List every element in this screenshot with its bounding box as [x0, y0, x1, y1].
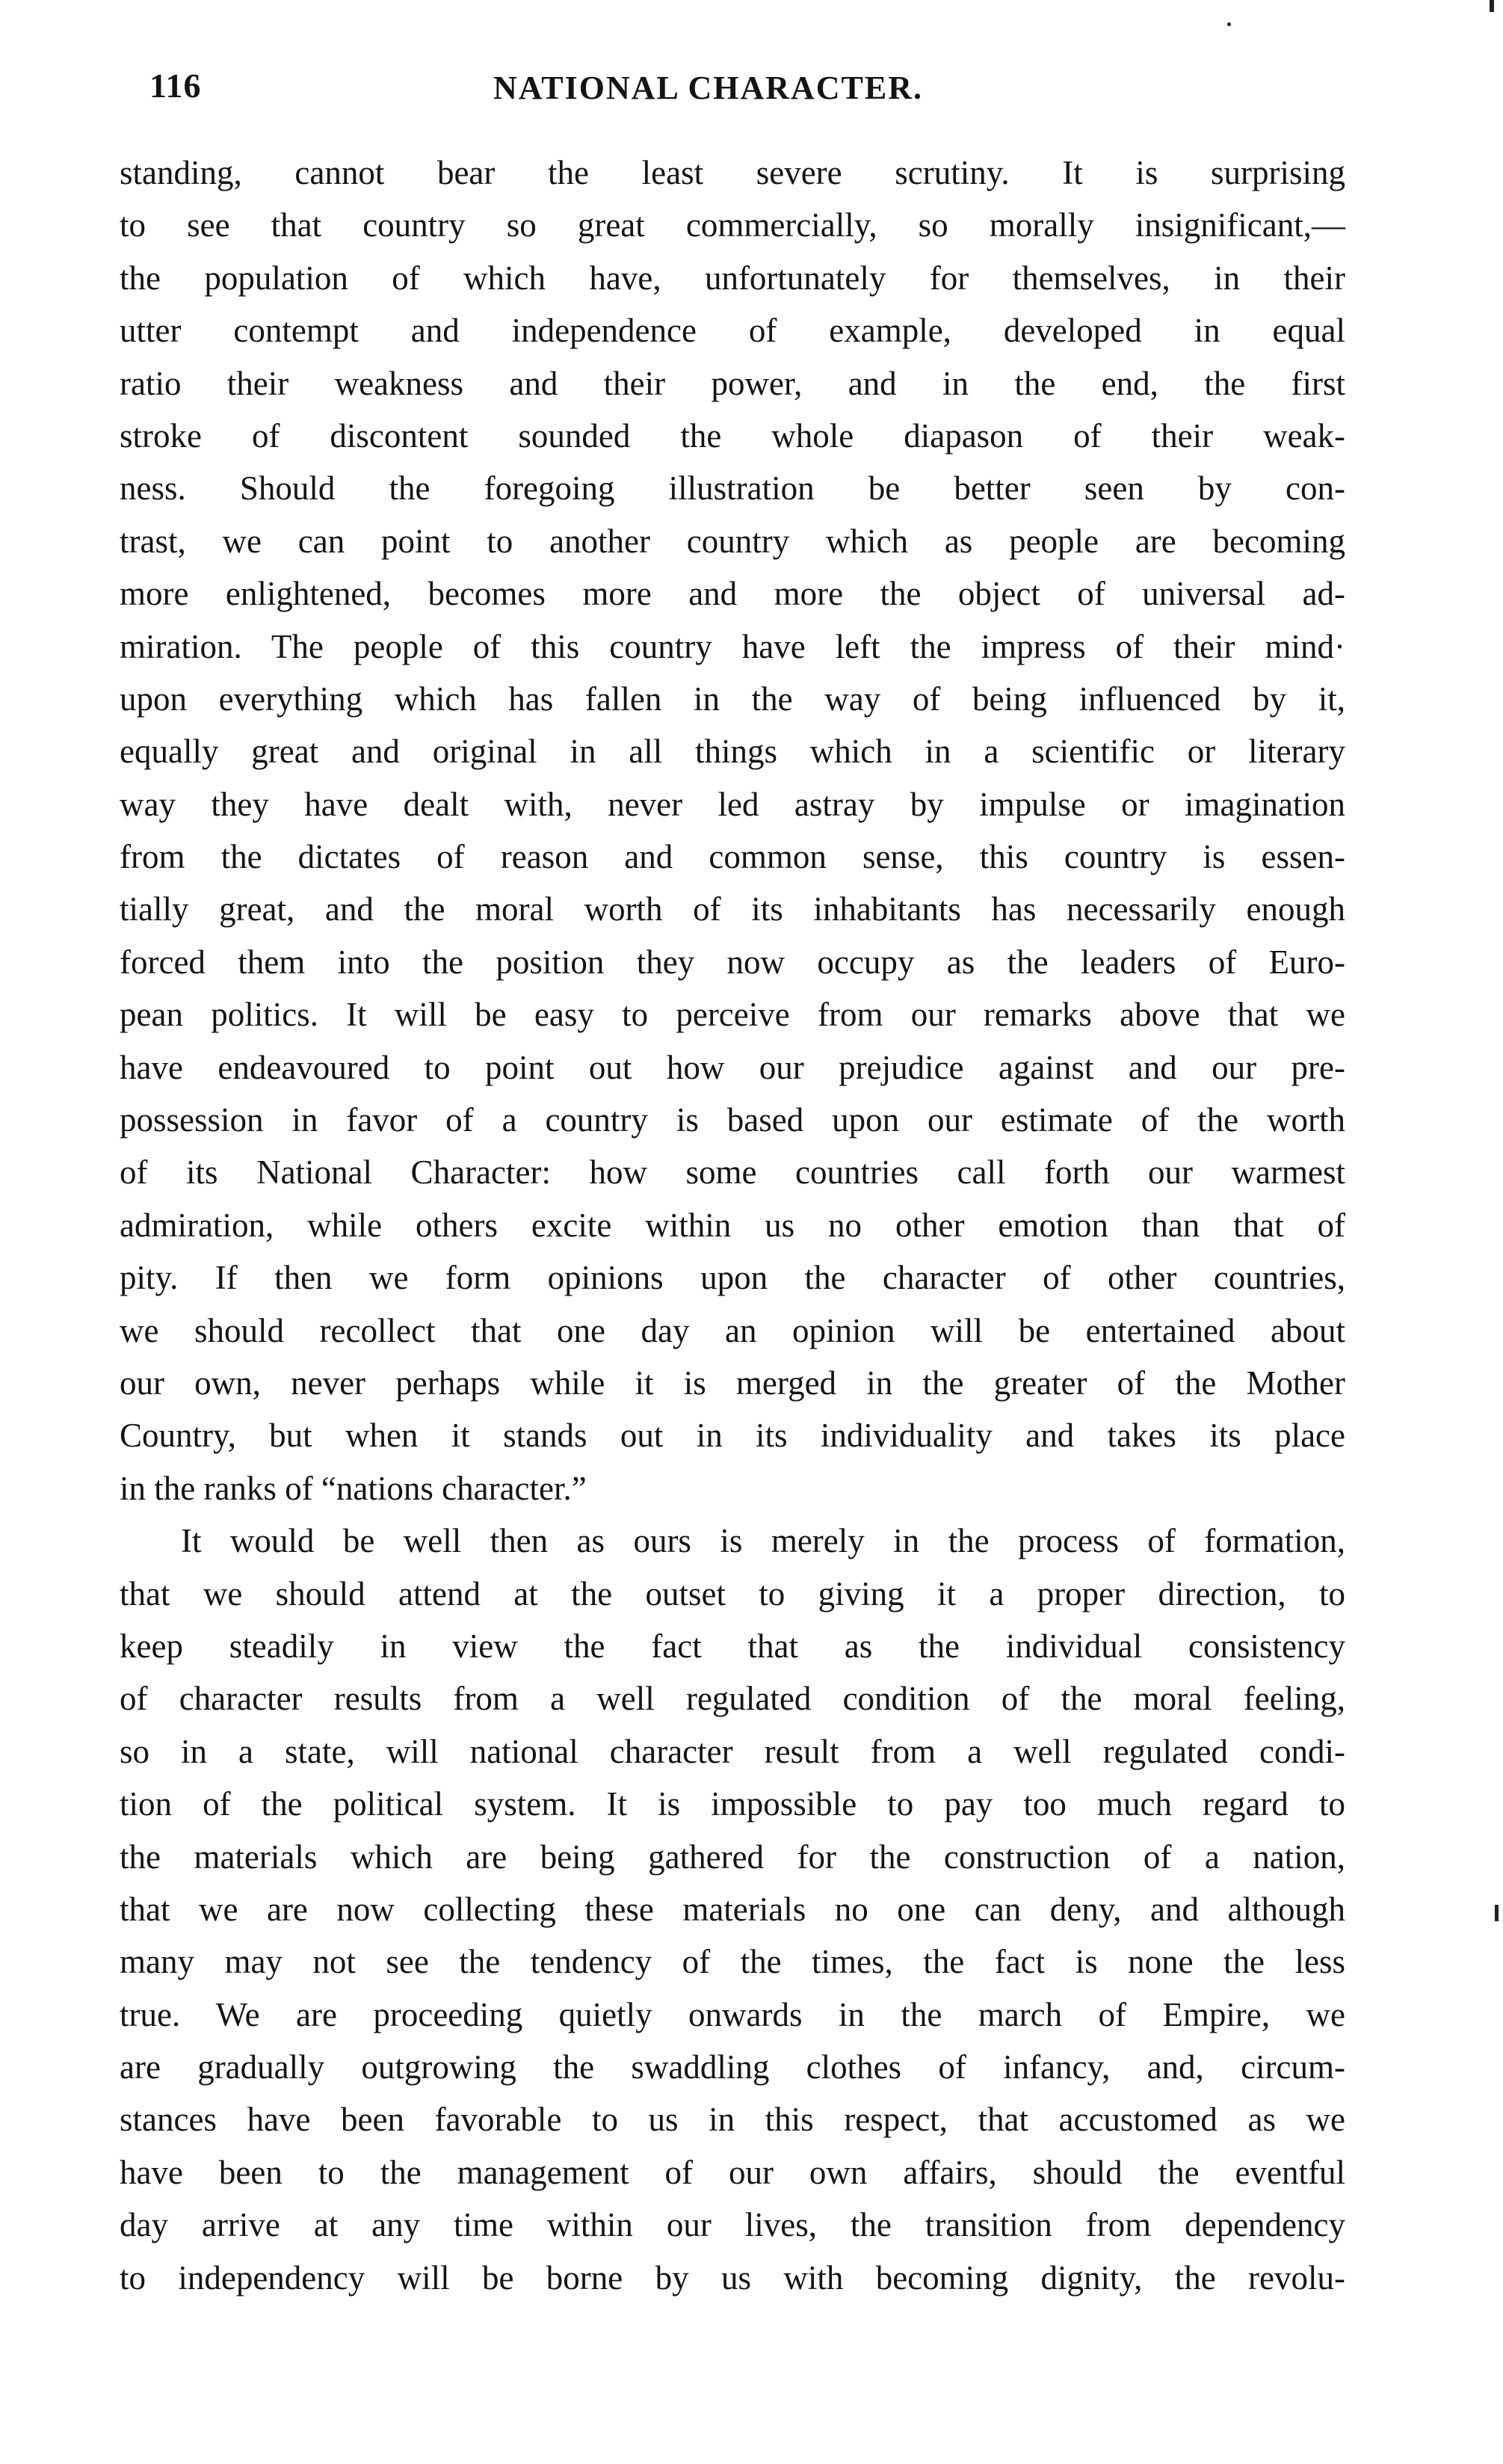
text-line: to see that country so great commercially, so morally insignificant,—	[120, 206, 1345, 244]
text-line: upon everything which has fallen in the way of being influenced by it,	[120, 680, 1345, 718]
text-line: ness. Should the foregoing illustration be better seen by con-	[120, 469, 1345, 508]
text-line: miration. The people of this country have left the impress of their mind·	[120, 627, 1345, 665]
text-line: that we are now collecting these materials no one can deny, and although	[120, 1890, 1345, 1928]
text-line: from the dictates of reason and common sense, this country is essen-	[120, 838, 1345, 876]
text-line: more enlightened, becomes more and more the object of universal ad-	[120, 575, 1345, 613]
text-line: pity. If then we form opinions upon the character of other countries,	[120, 1259, 1345, 1297]
text-line: equally great and original in all things which in a scientific or literary	[120, 733, 1345, 771]
text-line: utter contempt and independence of example, developed in equal	[120, 312, 1345, 350]
paragraph	[120, 1515, 1345, 2304]
text-line: the population of which have, unfortunately for themselves, in their	[120, 259, 1345, 297]
text-line: tially great, and the moral worth of its inhabitants has necessarily enough	[120, 890, 1345, 928]
text-line: ratio their weakness and their power, and in the end, the first	[120, 364, 1345, 402]
text-line: many may not see the tendency of the times, the fact is none the less	[120, 1943, 1345, 1981]
margin-mark	[1495, 1905, 1499, 1921]
text-line: stances have been favorable to us in this respect, that accustomed as we	[120, 2101, 1345, 2139]
text-line: are gradually outgrowing the swaddling clothes of infancy, and, circum-	[120, 2048, 1345, 2086]
text-line: we should recollect that one day an opinion will be entertained about	[120, 1311, 1345, 1349]
text-line: of its National Character: how some countries call forth our warmest	[120, 1154, 1345, 1192]
text-line: our own, never perhaps while it is merged in the greater of the Mother	[120, 1364, 1345, 1402]
margin-mark	[1227, 22, 1231, 26]
text-line: day arrive at any time within our lives, the transition from dependency	[120, 2206, 1345, 2244]
page-number: 116	[149, 67, 202, 105]
text-line: so in a state, will national character result from a well regulated condi-	[120, 1732, 1345, 1770]
running-head	[149, 66, 1345, 118]
text-line: pean politics. It will be easy to perceive from our remarks above that we	[120, 996, 1345, 1034]
text-line: have been to the management of our own affairs, should the eventful	[120, 2153, 1345, 2191]
text-line: that we should attend at the outset to giving it a proper direction, to	[120, 1574, 1345, 1613]
text-line: way they have dealt with, never led astray by impulse or imagination	[120, 785, 1345, 823]
margin-mark	[1490, 0, 1494, 12]
text-line: to independency will be borne by us with becoming dignity, the revolu-	[120, 2258, 1345, 2297]
text-line: true. We are proceeding quietly onwards in the march of Empire, we	[120, 1995, 1345, 2033]
text-line: of character results from a well regulated condition of the moral feeling,	[120, 1680, 1345, 1718]
text-line: standing, cannot bear the least severe scrutiny. It is surprising	[120, 154, 1345, 191]
text-line: stroke of discontent sounded the whole diapason of their weak-	[120, 416, 1345, 455]
body-text	[120, 147, 1345, 2304]
paragraph	[120, 147, 1345, 1515]
text-line: in the ranks of “nations character.”	[120, 1469, 587, 1507]
text-line: forced them into the position they now occupy as the leaders of Euro-	[120, 943, 1345, 981]
text-line: Country, but when it stands out in its individuality and takes its place	[120, 1417, 1345, 1455]
text-line: keep steadily in view the fact that as the individual consistency	[120, 1627, 1345, 1665]
text-line: possession in favor of a country is based upon our estimate of the worth	[120, 1101, 1345, 1139]
text-line: admiration, while others excite within us no other emotion than that of	[120, 1206, 1345, 1244]
text-line: tion of the political system. It is impossible to pay too much regard to	[120, 1785, 1345, 1823]
text-line: the materials which are being gathered for the construction of a nation,	[120, 1838, 1345, 1876]
text-line: trast, we can point to another country which as people are becoming	[120, 522, 1345, 560]
text-line: have endeavoured to point out how our prejudice against and our pre-	[120, 1048, 1345, 1086]
text-line: It would be well then as ours is merely in the process of formation,	[181, 1522, 1345, 1560]
running-title: NATIONAL CHARACTER.	[493, 70, 924, 106]
